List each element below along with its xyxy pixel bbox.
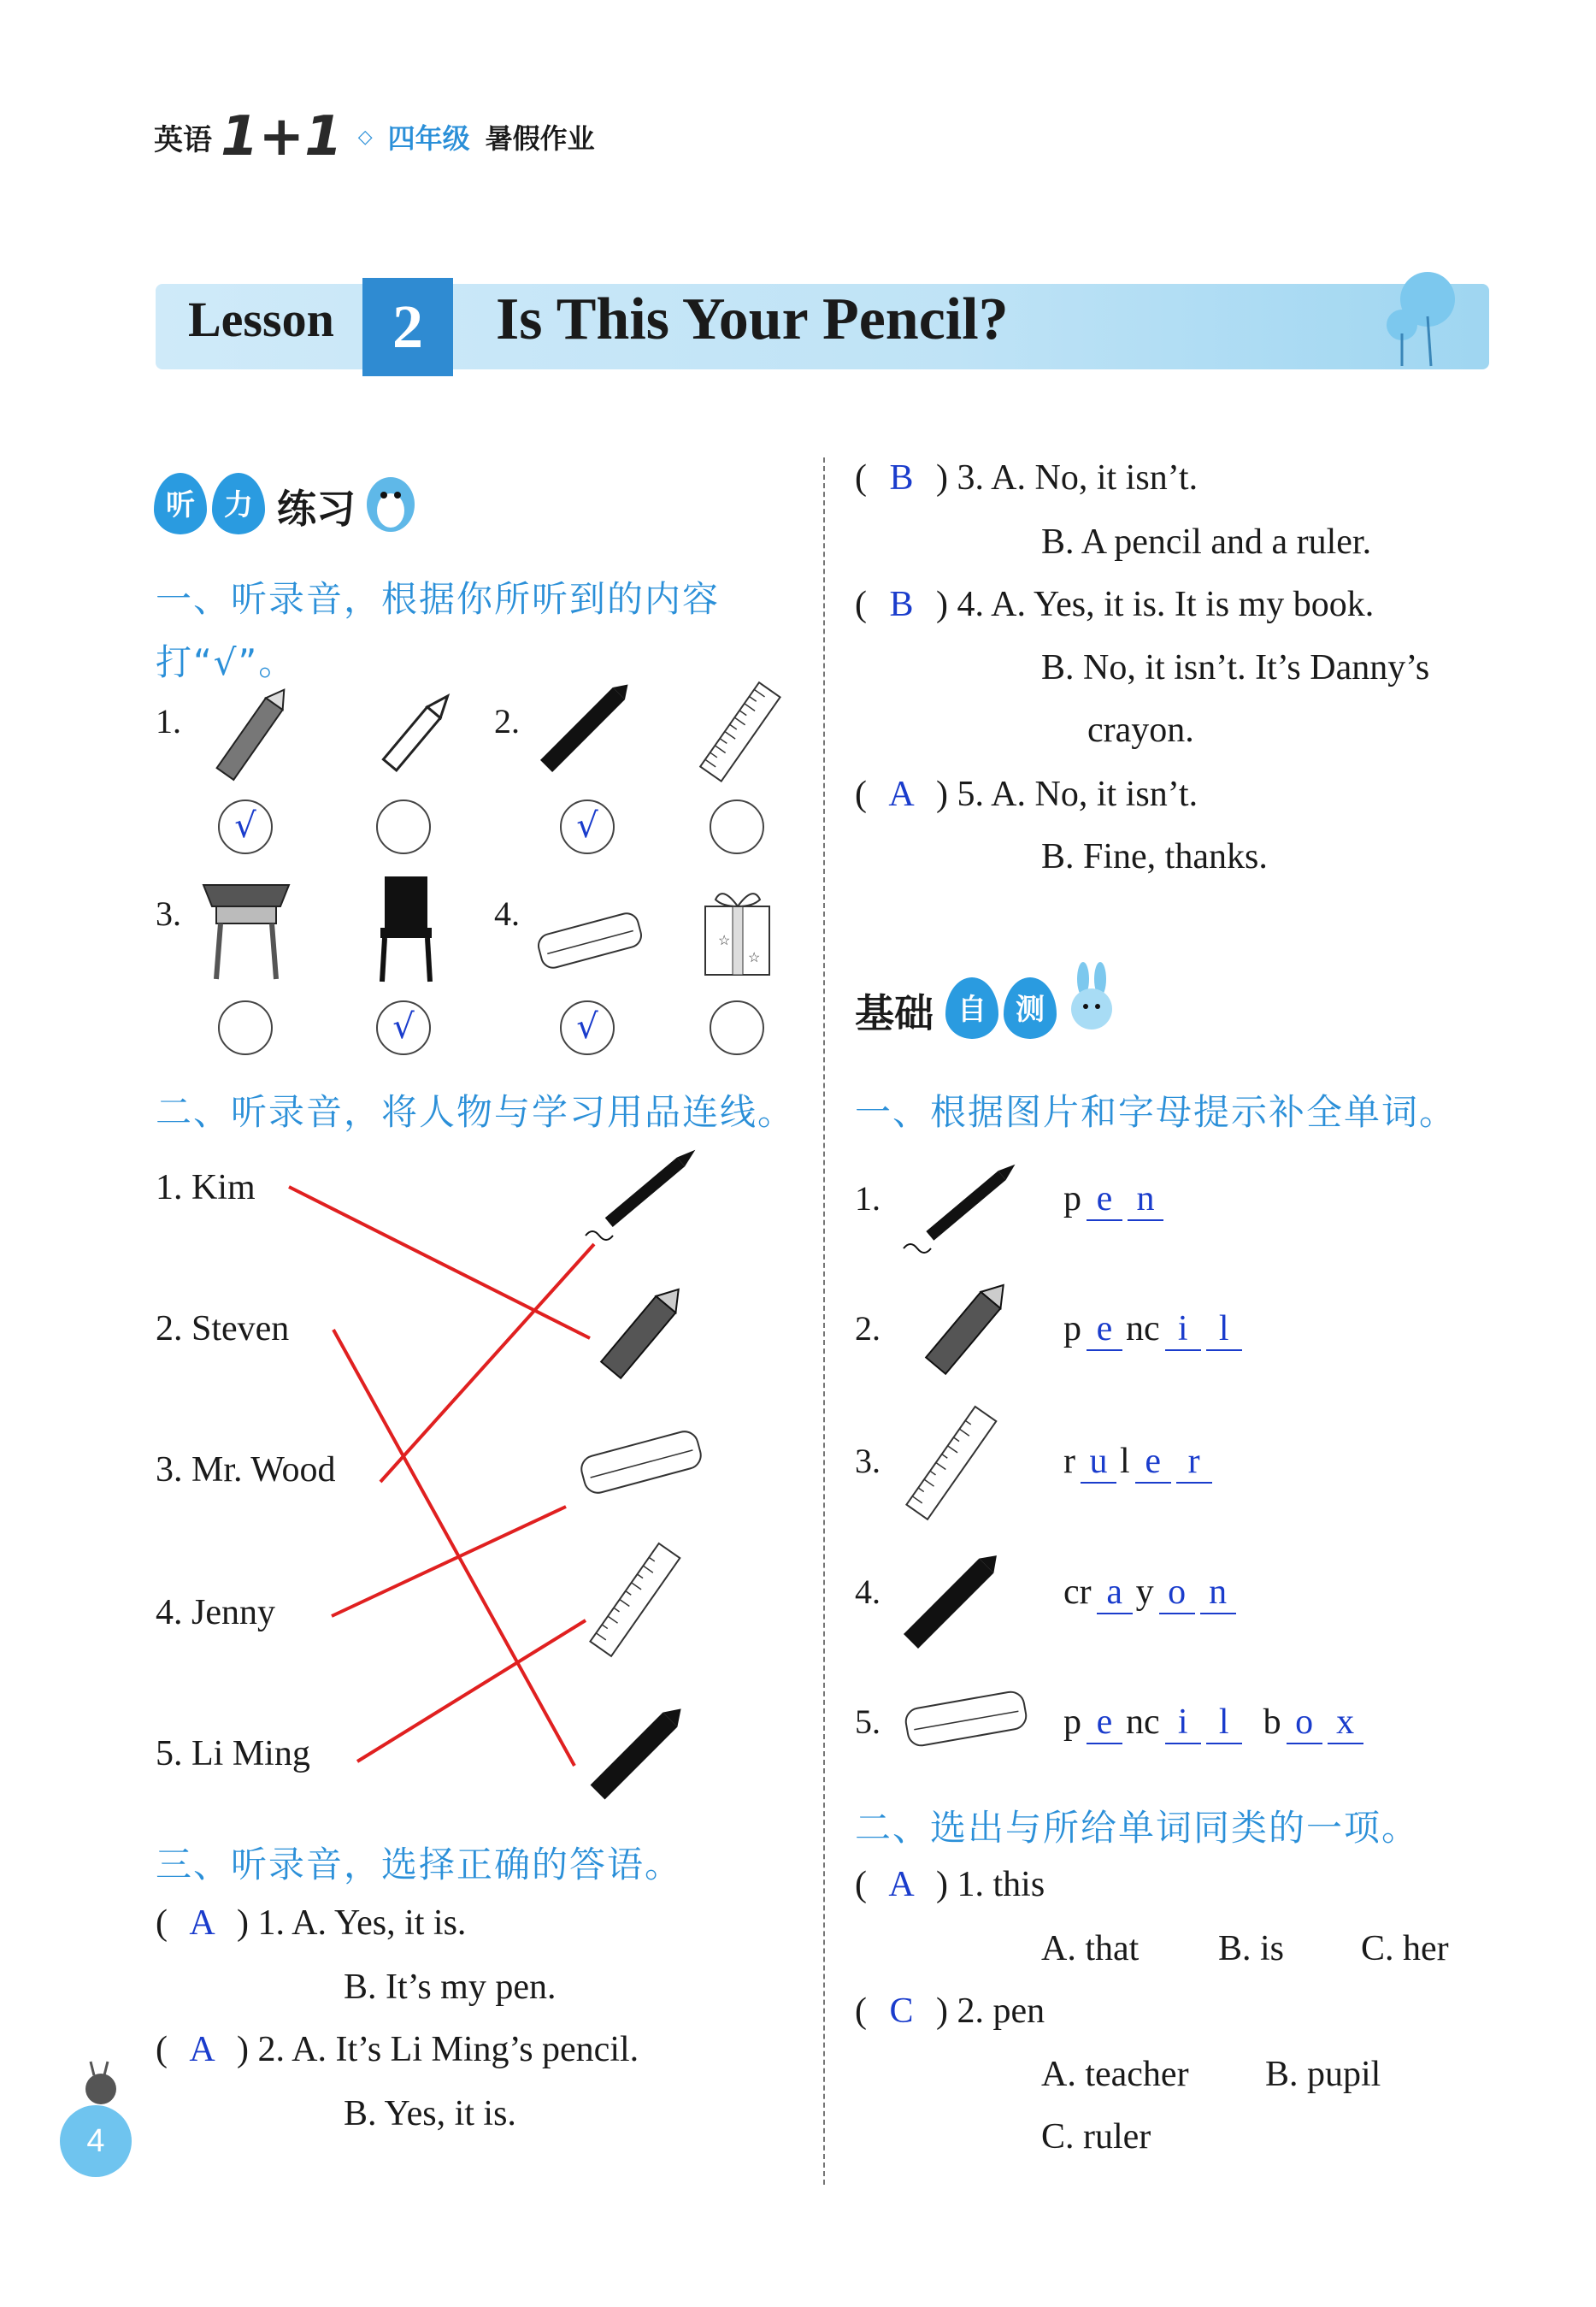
badge-char-2: 测 bbox=[1004, 977, 1057, 1039]
rabbit-icon bbox=[1062, 962, 1122, 1039]
given-letter: p bbox=[1063, 1702, 1081, 1742]
column-divider bbox=[823, 457, 825, 2185]
choice-option: B. pupil bbox=[1265, 2055, 1381, 2094]
crayon-icon bbox=[581, 1693, 692, 1813]
filled-letter: l bbox=[1206, 1702, 1242, 1744]
book-name: 英语 bbox=[154, 122, 212, 157]
filled-letter: e bbox=[1135, 1441, 1171, 1484]
person-name: 3. Mr. Wood bbox=[156, 1450, 336, 1490]
group-number: 1. bbox=[156, 702, 181, 740]
badge-label: 基础 bbox=[855, 990, 933, 1036]
option-a: 4. A. Yes, it is. It is my book. bbox=[957, 585, 1375, 624]
badge-char-1: 听 bbox=[154, 473, 207, 534]
answer-letter: B bbox=[889, 585, 914, 624]
choice-option: A. teacher bbox=[1041, 2055, 1189, 2094]
diamond-icon: ◇ bbox=[357, 126, 373, 148]
question-3: ( B ) 3. A. No, it isn’t. bbox=[855, 458, 1198, 498]
filled-letter: r bbox=[1176, 1441, 1212, 1484]
filled-letter: e bbox=[1087, 1308, 1122, 1351]
option-a: 1. A. Yes, it is. bbox=[257, 1903, 467, 1943]
answer-circle[interactable] bbox=[710, 1000, 764, 1055]
answer-letter: A bbox=[189, 1903, 215, 1943]
filled-letter: n bbox=[1200, 1572, 1236, 1614]
listening-part3-title: 三、听录音，选择正确的答语。 bbox=[156, 1844, 683, 1885]
word-number: 4. bbox=[855, 1572, 880, 1611]
given-letter: p bbox=[1063, 1309, 1081, 1348]
lesson-word: Lesson bbox=[188, 292, 334, 347]
question-word: 2. pen bbox=[957, 1991, 1045, 2031]
option-b: B. It’s my pen. bbox=[344, 1968, 557, 2007]
pencil-box-icon bbox=[898, 1676, 1034, 1761]
choice-option: C. her bbox=[1361, 1929, 1449, 1968]
crayon-icon bbox=[893, 1539, 1013, 1659]
word-number: 5. bbox=[855, 1702, 880, 1741]
svg-text:☆: ☆ bbox=[718, 932, 731, 948]
snail-icon bbox=[75, 2056, 127, 2108]
penguin-icon bbox=[361, 466, 421, 534]
given-letter: l bbox=[1120, 1442, 1130, 1481]
answer-circle[interactable]: √ bbox=[560, 1000, 615, 1055]
given-letter: cr bbox=[1063, 1572, 1092, 1612]
answer-circle[interactable]: √ bbox=[218, 799, 273, 854]
pencil-icon bbox=[906, 1274, 1026, 1385]
pen-icon bbox=[893, 1150, 1039, 1261]
filled-letter: u bbox=[1081, 1441, 1116, 1484]
page-number: 4 bbox=[60, 2105, 132, 2177]
given-letter: y bbox=[1135, 1572, 1154, 1612]
basics-badge bbox=[855, 962, 1122, 1039]
question-5: ( A ) 5. A. No, it isn’t. bbox=[855, 775, 1198, 814]
filled-letter: o bbox=[1287, 1702, 1322, 1744]
group-number: 2. bbox=[494, 702, 520, 740]
pencil-icon bbox=[581, 1274, 701, 1394]
word-number: 1. bbox=[855, 1179, 880, 1218]
given-letter: p bbox=[1063, 1179, 1081, 1218]
person-name: 1. Kim bbox=[156, 1168, 256, 1207]
choice-option: B. is bbox=[1218, 1929, 1285, 1968]
tree-icon bbox=[1376, 265, 1462, 368]
answer-circle[interactable]: √ bbox=[376, 1000, 431, 1055]
filled-letter: x bbox=[1328, 1702, 1363, 1744]
pen-icon bbox=[573, 1133, 718, 1253]
given-letter: b bbox=[1245, 1702, 1281, 1742]
word-number: 3. bbox=[855, 1442, 880, 1480]
choice-question-2: ( C ) 2. pen bbox=[855, 1991, 1045, 2031]
brand-logo: 1+1 bbox=[221, 105, 343, 168]
option-b: B. A pencil and a ruler. bbox=[1041, 522, 1372, 562]
person-name: 2. Steven bbox=[156, 1309, 290, 1348]
ruler-icon bbox=[691, 676, 785, 795]
filled-letter: n bbox=[1128, 1178, 1163, 1221]
question-1: ( A ) 1. A. Yes, it is. bbox=[156, 1903, 467, 1943]
option-a: 5. A. No, it isn’t. bbox=[957, 775, 1198, 814]
answer-letter: C bbox=[889, 1991, 914, 2031]
pencil-box-icon bbox=[573, 1419, 710, 1505]
group-number: 3. bbox=[156, 894, 181, 933]
answer-circle[interactable] bbox=[710, 799, 764, 854]
gift-box-icon bbox=[697, 881, 778, 983]
listening-part2-title: 二、听录音，将人物与学习用品连线。 bbox=[156, 1091, 796, 1133]
filled-letter: e bbox=[1087, 1178, 1122, 1221]
given-letter: r bbox=[1063, 1442, 1075, 1481]
word-fill bbox=[1060, 1572, 1236, 1614]
person-name: 5. Li Ming bbox=[156, 1734, 310, 1773]
fountain-pen-icon bbox=[359, 676, 470, 795]
choice-question-1: ( A ) 1. this bbox=[855, 1865, 1045, 1904]
crayon-icon bbox=[530, 667, 641, 787]
filled-letter: a bbox=[1097, 1572, 1133, 1614]
answer-letter: A bbox=[888, 775, 915, 814]
word-fill bbox=[1060, 1178, 1163, 1221]
listening-part1-title-cont: 打“√”。 bbox=[156, 641, 297, 683]
svg-text:☆: ☆ bbox=[748, 949, 761, 965]
pencil-box-icon bbox=[530, 898, 650, 983]
desk-icon bbox=[195, 872, 297, 983]
pencil-icon bbox=[197, 676, 308, 795]
answer-circle[interactable] bbox=[376, 799, 431, 854]
listening-part1-title: 一、听录音，根据你所听到的内容 bbox=[156, 578, 721, 620]
ruler-icon bbox=[577, 1539, 688, 1667]
basics-part2-title: 二、选出与所给单词同类的一项。 bbox=[855, 1807, 1420, 1849]
filled-letter: e bbox=[1087, 1702, 1122, 1744]
option-b-cont: crayon. bbox=[1087, 711, 1194, 750]
question-4: ( B ) 4. A. Yes, it is. It is my book. bbox=[855, 585, 1375, 624]
option-a: 2. A. It’s Li Ming’s pencil. bbox=[257, 2030, 639, 2069]
option-a: 3. A. No, it isn’t. bbox=[957, 458, 1198, 498]
answer-circle[interactable] bbox=[218, 1000, 273, 1055]
filled-letter: l bbox=[1206, 1308, 1242, 1351]
option-b: B. No, it isn’t. It’s Danny’s bbox=[1041, 648, 1430, 687]
choice-option: C. ruler bbox=[1041, 2117, 1151, 2157]
choice-option: A. that bbox=[1041, 1929, 1140, 1968]
given-letter: nc bbox=[1126, 1702, 1160, 1742]
filled-letter: i bbox=[1165, 1702, 1201, 1744]
answer-letter: A bbox=[888, 1865, 915, 1904]
grade-label: 四年级 bbox=[387, 122, 470, 155]
answer-letter: A bbox=[189, 2030, 215, 2069]
word-fill bbox=[1060, 1702, 1363, 1744]
option-b: B. Fine, thanks. bbox=[1041, 837, 1268, 876]
answer-circle[interactable]: √ bbox=[560, 799, 615, 854]
chair-icon bbox=[372, 872, 440, 983]
basics-part1-title: 一、根据图片和字母提示补全单词。 bbox=[855, 1091, 1458, 1133]
badge-char-2: 力 bbox=[212, 473, 265, 534]
filled-letter: o bbox=[1159, 1572, 1195, 1614]
group-number: 4. bbox=[494, 894, 520, 933]
option-b: B. Yes, it is. bbox=[344, 2094, 516, 2133]
ruler-icon bbox=[893, 1402, 1004, 1531]
word-fill bbox=[1060, 1308, 1242, 1351]
badge-label: 练习 bbox=[277, 486, 356, 532]
work-label: 暑假作业 bbox=[485, 122, 595, 155]
person-name: 4. Jenny bbox=[156, 1593, 275, 1632]
badge-char-1: 自 bbox=[945, 977, 998, 1039]
question-2: ( A ) 2. A. It’s Li Ming’s pencil. bbox=[156, 2030, 639, 2069]
lesson-number: 2 bbox=[362, 278, 453, 376]
answer-letter: B bbox=[889, 458, 914, 498]
listening-badge bbox=[154, 466, 421, 534]
lesson-title: Is This Your Pencil? bbox=[496, 286, 1009, 352]
question-word: 1. this bbox=[957, 1865, 1045, 1904]
page-header bbox=[154, 105, 595, 168]
given-letter: nc bbox=[1126, 1309, 1160, 1348]
word-number: 2. bbox=[855, 1309, 880, 1348]
filled-letter: i bbox=[1165, 1308, 1201, 1351]
word-fill bbox=[1060, 1441, 1212, 1484]
